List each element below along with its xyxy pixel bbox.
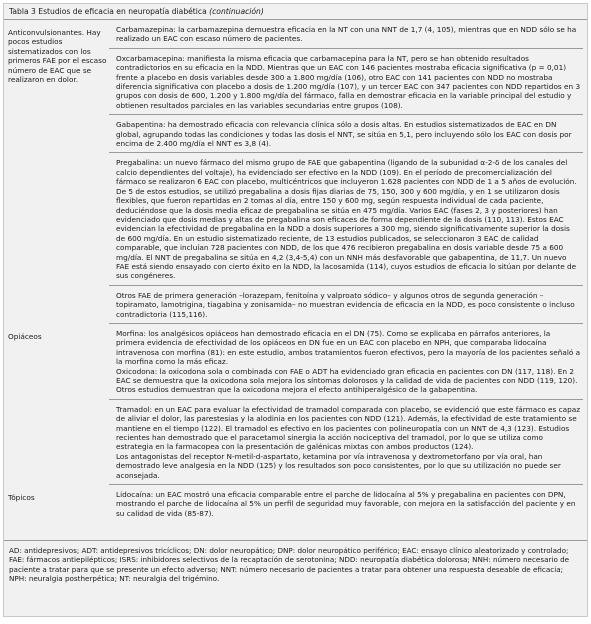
cell-paragraph: Gabapentina: ha demostrado eficacia con relevancia clínica sólo a dosis altas. En estudios sistematizados de EAC en DN global, agrupando todas las condiciones y todas las dosis el NNT, se sitúa en 5,1, pero incluyendo sólo los EAC con dosis por encima de 2.400 mg/día el NNT es 3,8 (4). <box>116 120 572 149</box>
table-cell-carbamazepina <box>109 20 583 49</box>
cell-paragraph: Tramadol: en un EAC para evaluar la efectividad de tramadol comparada con placebo, se evidenció que este fármaco es capaz de aliviar el dolor, las parestesias y la alodinia en los pacientes con NDD (121). Además, la efectividad de este tratamiento se mantiene en el tiempo (122). El tramadol es efectivo en los pacientes con polineuropatía con un NNT de 4,3 (123). Estudios recientes han demostrado que el paracetamol sinergia la acción nociceptiva del tramadol, por lo que se utiliza como estrategia en la farmacopea con la presentación de galénicas mixtas con ambos productos (124). <box>116 404 581 452</box>
table-cell-morfina <box>109 324 583 400</box>
section-opiaceos <box>8 324 583 485</box>
cell-paragraph: Oxicodona: la oxicodona sola o combinada con FAE o ADT ha evidenciado gran eficacia en pacientes con DN (117, 118). En 2 EAC se demuestra que la oxicodona sola mejora los síntomas dolorosos y la calidad de vida de pacientes con NDD (119, 120). Otros estudios demuestran que la oxicodona mejora el efecto antihiperalgésico de la gabapentina. <box>116 366 578 395</box>
section-topicos <box>8 485 583 522</box>
cell-paragraph: Los antagonistas del receptor N-metil-d-aspartato, ketamina por vía intravenosa y dextrometorfano por vía oral, han demostrado leve analgesia en la NDD (125) y los resultados son poco consistentes, por lo que su utilización no puede ser aconsejada. <box>116 451 561 480</box>
table-cell-otros-fae <box>109 286 583 324</box>
category-opiaceos: Opiáceos <box>8 331 42 341</box>
caption-continued: (continuación) <box>209 7 264 16</box>
table-cell-oxcarbamacepina <box>109 49 583 115</box>
cell-paragraph: Oxcarbamacepina: manifiesta la misma eficacia que carbamacepina para la NT, pero se han obtenido resultados contradictorios en su eficacia en la NDD. Mientras que un EAC con 146 pacientes mostraba eficacia significativa (p = 0,01) frente a placebo en dosis variables desde 300 a 1.800 mg/día (106), otro EAC con 141 pacientes con NDD no mostraba diferencia significativa con placebo a dosis de 1.200 mg/día (107), y un tercer EAC con 347 pacientes con NDD repartidos en 3 grupos con dosis de 600, 1.200 y 1.800 mg/día del fármaco, falla en demostrar eficacia en la variable principal del estudio y obtienen resultados parciales en las variables secundarias entre grupos (108). <box>116 53 581 110</box>
table-body <box>4 20 587 522</box>
table-cell-gabapentina <box>109 115 583 153</box>
category-topicos: Tópicos <box>8 493 35 503</box>
table-cell-lidocaina <box>109 485 583 522</box>
table-3-panel <box>3 3 588 617</box>
table-caption <box>4 4 587 20</box>
section-content <box>109 485 583 522</box>
cell-paragraph: Carbamazepina: la carbamazepina demuestra eficacia en la NT con una NNT de 1,7 (4, 105), mientras que en NDD sólo se ha realizado un EAC con escaso número de pacientes. <box>116 25 577 44</box>
cell-paragraph: Morfina: los analgésicos opiáceos han demostrado eficacia en el DN (75). Como se explicaba en párrafos anteriores, la primera evidencia de efectividad de los opiáceos en DN fue en un EAC con placebo en NPH, que comparaba lidocaína intravenosa con morfina (81): en este estudio, ambos tratamientos fueron efectivos, pero la mayoría de los pacientes señaló a la morfina como la más eficaz. <box>116 328 581 367</box>
caption-label: Tabla 3 Estudios de eficacia en neuropatía diabética <box>9 7 207 16</box>
section-content <box>109 324 583 485</box>
table-footnote: AD: antidepresivos; ADT: antidepresivos tricíclicos; DN: dolor neuropático; DNP: dolor neuropático periférico; EAC: ensayo clínico aleatorizado y controlado; FAE: fármacos antiepilépticos; ISRS: inhibidores selectivos de la recaptación de serotonina; NDD: neuropatía diabética dolorosa; NNH: número necesario de paciente a tratar para que se presente un efecto adverso; NNT: número necesario de pacientes a tratar para obtener una respuesta deseable de eficacia; NPH: neuralgia postherpética; NT: neuralgia del trigémino. <box>4 540 587 584</box>
cell-paragraph: Otros FAE de primera generación –lorazepam, fenitoína y valproato sódico– y algunos otros de segunda generación –topiramato, lamotrigina, tiagabina y zonisamida– no muestran evidencia de eficacia en la NDD, es poco consistente o incluso contradictoria (115,116). <box>116 290 575 319</box>
table-cell-tramadol <box>109 400 583 485</box>
section-anticonvulsivantes <box>8 20 583 324</box>
cell-paragraph: Pregabalina: un nuevo fármaco del mismo grupo de FAE que gabapentina (ligando de la subunidad α-2-δ de los canales del calcio dependientes del voltaje), ha evidenciado ser efectivo en la NDD (109). En el período de precomercialización del fármaco se realizaron 6 EAC con placebo, multicéntricos que incluyeron 1.628 pacientes con NDD de 1 a 5 años de evolución. De 5 de estos estudios, se utilizó pregabalina a dosis fijas diarias de 75, 150, 300 y 600 mg/día, y en 1 se utilizaron dosis flexibles, que fueron repartidas en 2 tomas al día, entre 150 y 600 mg, según respuesta individual de cada paciente, deduciéndose que la dosis media eficaz de pregabalina se sitúa en 475 mg/día. Varios EAC (fases 2, 3 y posteriores) han evidenciado que dosis medias y altas de pregabalina son eficaces de forma dependiente de la dosis (110, 113). Estos EAC evidencian la efectividad de pregabalina en la NDD a dosis superiores a 300 mg, siendo significativamente superior la dosis de 600 mg/día. En un estudio sistematizado reciente, de 13 estudios publicados, se seleccionaron 3 EAC de calidad comparable, que incluían 728 pacientes con NDD, de los que 476 recibieron pregabalina en dosis variable desde 75 a 600 mg/día. El NNT de pregabalina se sitúa en 4,2 (3,4-5,4) con un NNH más desfavorable que gabapentina, de 11,7. Un nuevo FAE está siendo ensayado con cierto éxito en la NDD, la lacosamida (114), cuyos estudios de eficacia lo sitúan por delante de sus congéneres. <box>116 158 577 281</box>
section-content <box>109 20 583 324</box>
cell-paragraph: Lidocaína: un EAC mostró una eficacia comparable entre el parche de lidocaína al 5% y pregabalina en pacientes con DPN, mostrando el parche de lidocaína al 5% un perfil de seguridad muy favorable, con mejora en la satisfacción del paciente y en su calidad de vida (85-87). <box>116 490 576 518</box>
table-cell-pregabalina <box>109 153 583 285</box>
category-anticonvulsivantes: Anticonvulsionantes. Hay pocos estudios sistematizados con los primeros FAE por el escaso número de EAC que se realizaron en dolor. <box>8 28 107 85</box>
